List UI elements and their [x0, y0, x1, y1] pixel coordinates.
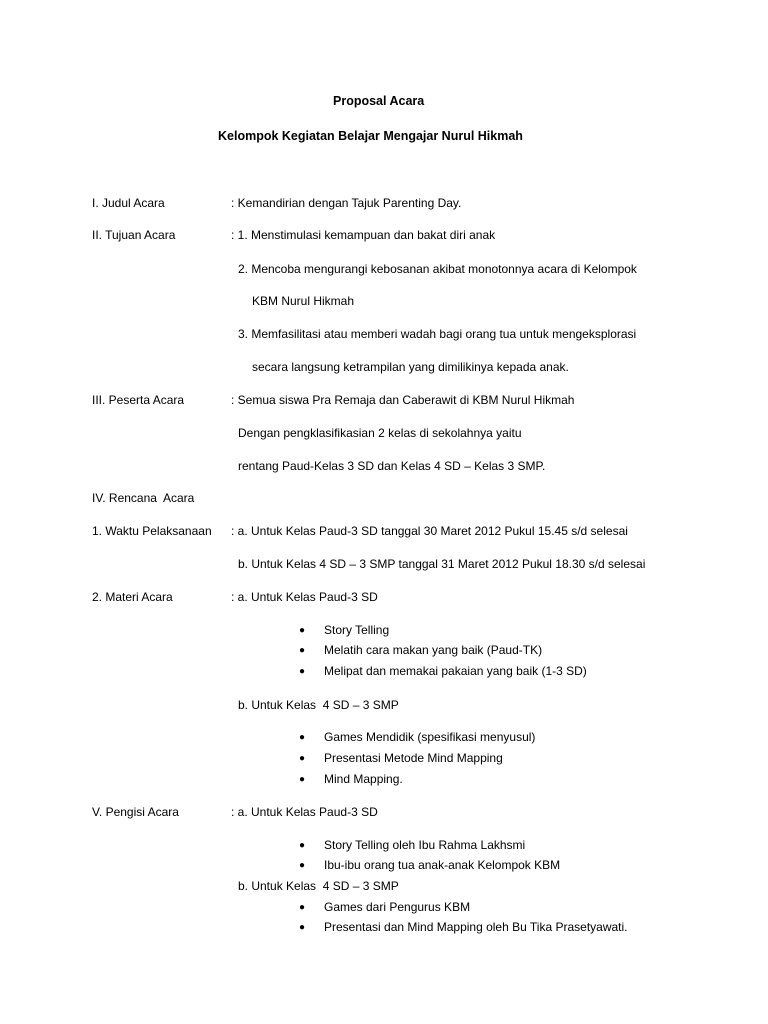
section-label-waktu: 1. Waktu Pelaksanaan	[92, 524, 212, 538]
section-label-materi: 2. Materi Acara	[92, 590, 173, 604]
materi-group-b-heading: b. Untuk Kelas 4 SD – 3 SMP	[238, 698, 399, 712]
section-label-peserta: III. Peserta Acara	[92, 393, 185, 407]
bullet-icon: ●	[299, 902, 306, 913]
tujuan-line: 3. Memfasilitasi atau memberi wadah bagi orang tua untuk mengeksplorasi	[238, 327, 637, 341]
tujuan-line: : 1. Menstimulasi kemampuan dan bakat diri anak	[231, 228, 496, 242]
bullet-icon: ●	[299, 840, 306, 851]
list-item: Presentasi dan Mind Mapping oleh Bu Tika Prasetyawati.	[324, 920, 628, 934]
list-item: Melipat dan memakai pakaian yang baik (1-3 SD)	[324, 664, 587, 678]
document-subtitle: Kelompok Kegiatan Belajar Mengajar Nurul Hikmah	[218, 129, 523, 143]
tujuan-line: secara langsung ketrampilan yang dimilikinya kepada anak.	[252, 360, 569, 374]
tujuan-line: KBM Nurul Hikmah	[252, 294, 355, 308]
bullet-icon: ●	[299, 774, 306, 785]
bullet-icon: ●	[299, 666, 306, 677]
peserta-line: rentang Paud-Kelas 3 SD dan Kelas 4 SD – Kelas 3 SMP.	[238, 459, 546, 473]
waktu-line: : a. Untuk Kelas Paud-3 SD tanggal 30 Maret 2012 Pukul 15.45 s/d selesai	[231, 524, 628, 538]
section-value-judul: : Kemandirian dengan Tajuk Parenting Day.	[231, 196, 462, 210]
list-item: Melatih cara makan yang baik (Paud-TK)	[324, 643, 543, 657]
list-item: Ibu-ibu orang tua anak-anak Kelompok KBM	[324, 858, 561, 872]
document-title: Proposal Acara	[333, 94, 425, 108]
bullet-icon: ●	[299, 922, 306, 933]
pengisi-group-a-heading: : a. Untuk Kelas Paud-3 SD	[231, 805, 378, 819]
bullet-icon: ●	[299, 645, 306, 656]
waktu-line: b. Untuk Kelas 4 SD – 3 SMP tanggal 31 Maret 2012 Pukul 18.30 s/d selesai	[238, 557, 646, 571]
section-label-judul: I. Judul Acara	[92, 196, 165, 210]
section-label-pengisi: V. Pengisi Acara	[92, 805, 179, 819]
list-item: Story Telling oleh Ibu Rahma Lakhsmi	[324, 838, 526, 852]
bullet-icon: ●	[299, 860, 306, 871]
peserta-line: Dengan pengklasifikasian 2 kelas di sekolahnya yaitu	[238, 426, 522, 440]
tujuan-line: 2. Mencoba mengurangi kebosanan akibat monotonnya acara di Kelompok	[238, 262, 637, 276]
list-item: Games dari Pengurus KBM	[324, 900, 471, 914]
list-item: Story Telling	[324, 623, 390, 637]
bullet-icon: ●	[299, 732, 306, 743]
section-label-tujuan: II. Tujuan Acara	[92, 228, 176, 242]
pengisi-group-b-heading: b. Untuk Kelas 4 SD – 3 SMP	[238, 879, 399, 893]
bullet-icon: ●	[299, 753, 306, 764]
bullet-icon: ●	[299, 625, 306, 636]
materi-group-a-heading: : a. Untuk Kelas Paud-3 SD	[231, 590, 378, 604]
list-item: Presentasi Metode Mind Mapping	[324, 751, 503, 765]
list-item: Games Mendidik (spesifikasi menyusul)	[324, 730, 536, 744]
peserta-line: : Semua siswa Pra Remaja dan Caberawit di KBM Nurul Hikmah	[231, 393, 575, 407]
list-item: Mind Mapping.	[324, 772, 403, 786]
section-label-rencana: IV. Rencana Acara	[92, 491, 195, 505]
